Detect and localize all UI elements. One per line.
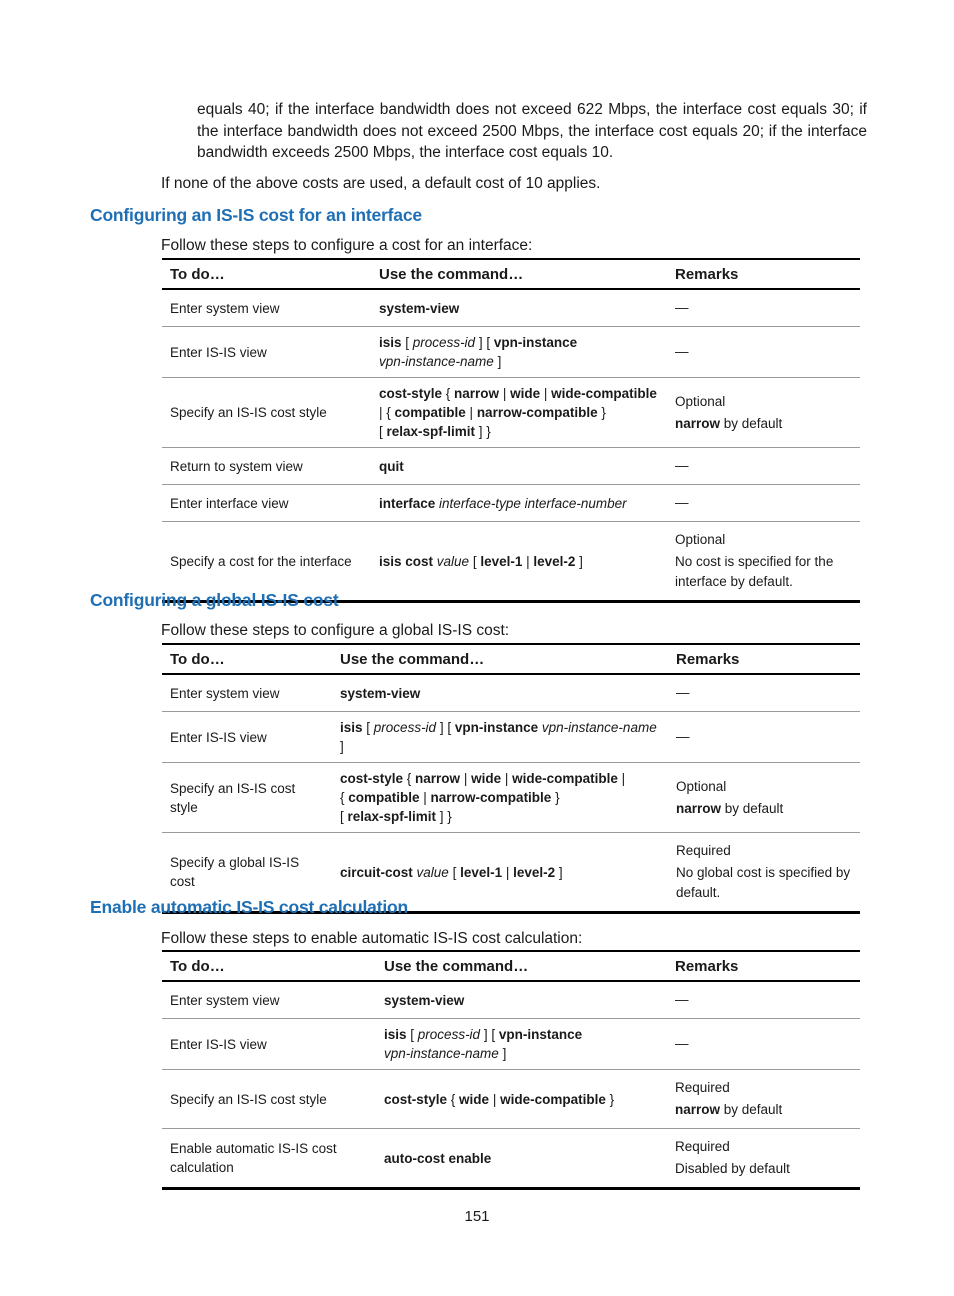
page-number: 151 (464, 1208, 490, 1225)
remark-line: narrow by default (675, 415, 783, 431)
table-row (162, 981, 860, 1019)
remark-line: Disabled by default (675, 1161, 790, 1176)
remark-line: — (675, 344, 689, 359)
table-row (162, 712, 860, 763)
todo-cell: Specify an IS-IS cost style (162, 378, 371, 448)
todo-cell: Enable automatic IS-IS cost calculation (162, 1129, 376, 1189)
remark-line: — (675, 300, 689, 315)
todo-cell: Specify an IS-IS cost style (162, 1070, 376, 1129)
remark-line: Required (676, 843, 731, 858)
header-remarks: Remarks (668, 644, 860, 674)
section-heading-global-cost: Configuring a global IS-IS cost (90, 590, 339, 610)
todo-cell: Enter IS-IS view (162, 327, 371, 378)
command-cell: quit (371, 448, 667, 485)
intro-line-1: equals 40; if the interface bandwidth does not exceed 622 Mbps, the interface cost equals 30; if (197, 101, 867, 118)
section-intro-auto-cost: Follow these steps to enable automatic IS-IS cost calculation: (161, 930, 583, 947)
intro-line-2: the interface bandwidth does not exceed 2500 Mbps, the interface cost equals 20; if the interface (197, 122, 867, 140)
remark-line: Optional (675, 393, 726, 409)
table-row (162, 1019, 860, 1070)
table-row (162, 289, 860, 327)
header-command: Use the command… (371, 259, 667, 289)
section-intro-global-cost: Follow these steps to configure a global IS-IS cost: (161, 622, 510, 639)
remarks-cell (667, 981, 860, 1019)
todo-cell: Enter IS-IS view (162, 712, 332, 763)
remarks-cell (668, 712, 860, 763)
section-heading-auto-cost: Enable automatic IS-IS cost calculation (90, 897, 408, 917)
table-row (162, 378, 860, 448)
table-row (162, 674, 860, 712)
remark-line: — (676, 685, 690, 700)
todo-cell: Enter system view (170, 992, 280, 1008)
remarks-cell (667, 1129, 860, 1189)
header-todo: To do… (162, 951, 376, 981)
remark-line: narrow by default (675, 1102, 783, 1117)
command-table-global-cost (162, 643, 860, 914)
remarks-cell (668, 763, 860, 833)
remark-line: — (675, 992, 689, 1007)
table-row (162, 1129, 860, 1189)
remark-line: Required (675, 1139, 730, 1154)
remark-line: Required (675, 1080, 730, 1095)
command-cell: interface interface-type interface-number (371, 485, 667, 522)
remarks-cell (667, 448, 860, 485)
header-remarks: Remarks (667, 951, 860, 981)
intro-line-3: bandwidth exceeds 2500 Mbps, the interface cost equals 10. (197, 144, 614, 161)
remark-line: — (675, 458, 689, 473)
todo-cell: Specify a cost for the interface (162, 522, 371, 602)
todo-cell: Enter system view (170, 685, 280, 701)
command-cell: isis [ process-id ] [ vpn-instance vpn-instance-name ] (371, 327, 667, 378)
header-command: Use the command… (376, 951, 667, 981)
remark-line: — (675, 1036, 689, 1051)
remarks-cell (667, 378, 860, 448)
command-cell: isis [ process-id ] [ vpn-instance vpn-instance-name ] (332, 712, 668, 763)
remarks-cell (668, 833, 860, 913)
header-todo: To do… (162, 644, 332, 674)
remarks-cell (667, 327, 860, 378)
section-intro-interface-cost: Follow these steps to configure a cost for an interface: (161, 237, 533, 254)
remarks-cell (667, 522, 860, 602)
todo-cell: Enter interface view (162, 485, 371, 522)
remark-line: — (676, 729, 690, 744)
table-row (162, 763, 860, 833)
todo-cell: Enter system view (170, 300, 280, 316)
remark-line: — (675, 495, 689, 510)
command-table-auto-cost (162, 950, 860, 1190)
command-cell: system-view (379, 300, 460, 316)
remarks-cell (668, 674, 860, 712)
remark-line: Optional (676, 778, 727, 794)
header-command: Use the command… (332, 644, 668, 674)
table-row (162, 448, 860, 485)
command-cell: auto-cost enable (376, 1129, 667, 1189)
command-cell: cost-style { narrow | wide | wide-compatible | { compatible | narrow-compatible } [ relax-spf-limit ] } (332, 763, 668, 833)
intro-paragraph (197, 99, 867, 164)
command-cell: system-view (340, 685, 421, 701)
command-cell: system-view (384, 992, 465, 1008)
table-row (162, 1070, 860, 1129)
todo-cell: Enter IS-IS view (162, 1019, 376, 1070)
remark-line: No global cost is specified by default. (676, 865, 851, 900)
default-cost-note: If none of the above costs are used, a default cost of 10 applies. (161, 175, 601, 192)
header-todo: To do… (162, 259, 371, 289)
command-cell: isis [ process-id ] [ vpn-instance vpn-instance-name ] (376, 1019, 667, 1070)
todo-cell: Specify a global IS-IS cost (162, 833, 332, 913)
header-remarks: Remarks (667, 259, 860, 289)
todo-cell: Specify an IS-IS cost style (162, 763, 332, 833)
remark-line: Optional (675, 532, 726, 547)
table-row (162, 327, 860, 378)
remarks-cell (667, 1019, 860, 1070)
remark-line: narrow by default (676, 800, 784, 816)
command-table-interface-cost (162, 258, 860, 603)
command-cell: circuit-cost value [ level-1 | level-2 ] (332, 833, 668, 913)
remark-line: No cost is specified for the interface by default. (675, 554, 834, 589)
todo-cell: Return to system view (162, 448, 371, 485)
section-heading-interface-cost: Configuring an IS-IS cost for an interface (90, 205, 422, 225)
remarks-cell (667, 1070, 860, 1129)
command-cell: cost-style { narrow | wide | wide-compatible | { compatible | narrow-compatible } [ relax-spf-limit ] } (371, 378, 667, 448)
remarks-cell (667, 485, 860, 522)
command-cell: cost-style { wide | wide-compatible } (376, 1070, 667, 1129)
table-row (162, 485, 860, 522)
remarks-cell (667, 289, 860, 327)
command-cell: isis cost value [ level-1 | level-2 ] (371, 522, 667, 602)
